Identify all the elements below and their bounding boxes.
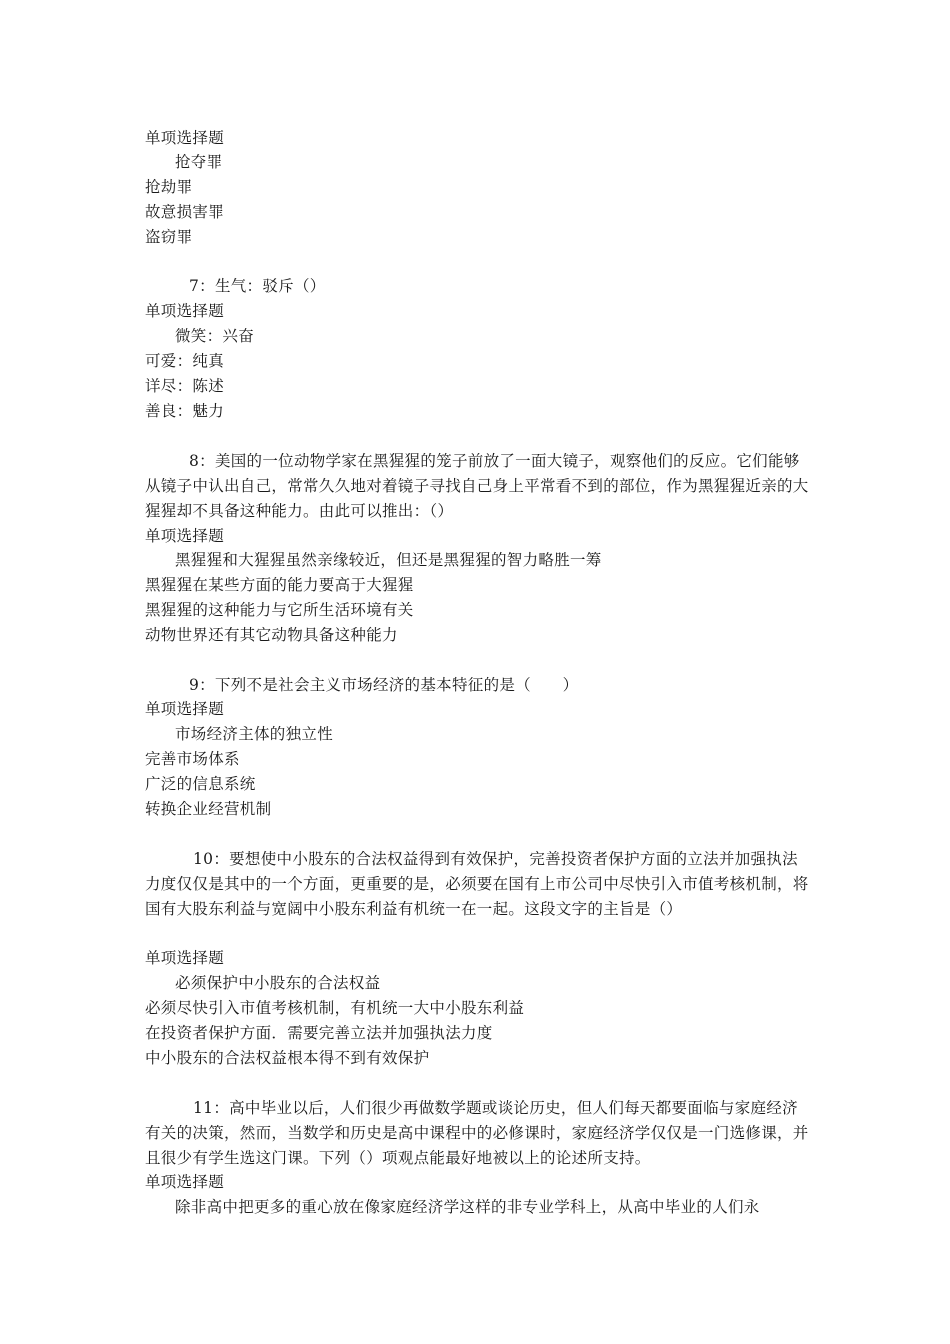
q6-type-label: 单项选择题 (145, 129, 225, 147)
q9-type-label: 单项选择题 (145, 700, 225, 718)
q7-option-d: 善良：魅力 (145, 402, 225, 420)
q8-option-a: 黑猩猩和大猩猩虽然亲缘较近，但还是黑猩猩的智力略胜一筹 (175, 551, 602, 569)
q6-option-a: 抢夺罪 (175, 153, 223, 171)
q10-option-b: 必须尽快引入市值考核机制，有机统一大中小股东利益 (145, 999, 525, 1017)
q9-stem: 9：下列不是社会主义市场经济的基本特征的是（ ） (189, 676, 579, 694)
q8-type-label: 单项选择题 (145, 527, 225, 545)
q10-type-label: 单项选择题 (145, 949, 225, 967)
q11-stem: 11：高中毕业以后，人们很少再做数学题或谈论历史，但人们每天都要面临与家庭经济有关的决策，然而，当数学和历史是高中课程中的必修课时，家庭经济学仅仅是一门选修课，并且很少有学生选这门课。下列（）项观点能最好地被以上的论述所支持。 (145, 1099, 809, 1167)
q7-option-b: 可爱：纯真 (145, 352, 225, 370)
q10-stem: 10：要想使中小股东的合法权益得到有效保护，完善投资者保护方面的立法并加强执法力度仅仅是其中的一个方面，更重要的是，必须要在国有上市公司中尽快引入市值考核机制，将国有大股东利益与宽阔中小股东利益有机统一在一起。这段文字的主旨是（） (145, 850, 809, 918)
q8-option-b: 黑猩猩在某些方面的能力要高于大猩猩 (145, 576, 414, 594)
q6-option-b: 抢劫罪 (145, 178, 193, 196)
q9-option-b: 完善市场体系 (145, 750, 240, 768)
q7-option-a: 微笑：兴奋 (175, 327, 255, 345)
q8-stem: 8：美国的一位动物学家在黑猩猩的笼子前放了一面大镜子，观察他们的反应。它们能够从镜子中认出自己，常常久久地对着镜子寻找自己身上平常看不到的部位，作为黑猩猩近亲的大猩猩却不具备这种能力。由此可以推出：（） (145, 452, 809, 520)
q10-option-c: 在投资者保护方面．需要完善立法并加强执法力度 (145, 1024, 493, 1042)
q8-option-c: 黑猩猩的这种能力与它所生活环境有关 (145, 601, 414, 619)
q10-option-a: 必须保护中小股东的合法权益 (175, 974, 381, 992)
q8-option-d: 动物世界还有其它动物具备这种能力 (145, 626, 398, 644)
q9-option-d: 转换企业经营机制 (145, 800, 272, 818)
q7-type-label: 单项选择题 (145, 302, 225, 320)
q6-option-d: 盗窃罪 (145, 228, 193, 246)
q9-option-a: 市场经济主体的独立性 (175, 725, 334, 743)
q7-option-c: 详尽：陈述 (145, 377, 225, 395)
q10-option-d: 中小股东的合法权益根本得不到有效保护 (145, 1049, 430, 1067)
q11-type-label: 单项选择题 (145, 1173, 225, 1191)
q9-option-c: 广泛的信息系统 (145, 775, 256, 793)
q7-stem: 7：生气：驳斥（） (189, 277, 326, 295)
q11-option-a: 除非高中把更多的重心放在像家庭经济学这样的非专业学科上，从高中毕业的人们永 (175, 1198, 760, 1216)
q6-option-c: 故意损害罪 (145, 203, 225, 221)
